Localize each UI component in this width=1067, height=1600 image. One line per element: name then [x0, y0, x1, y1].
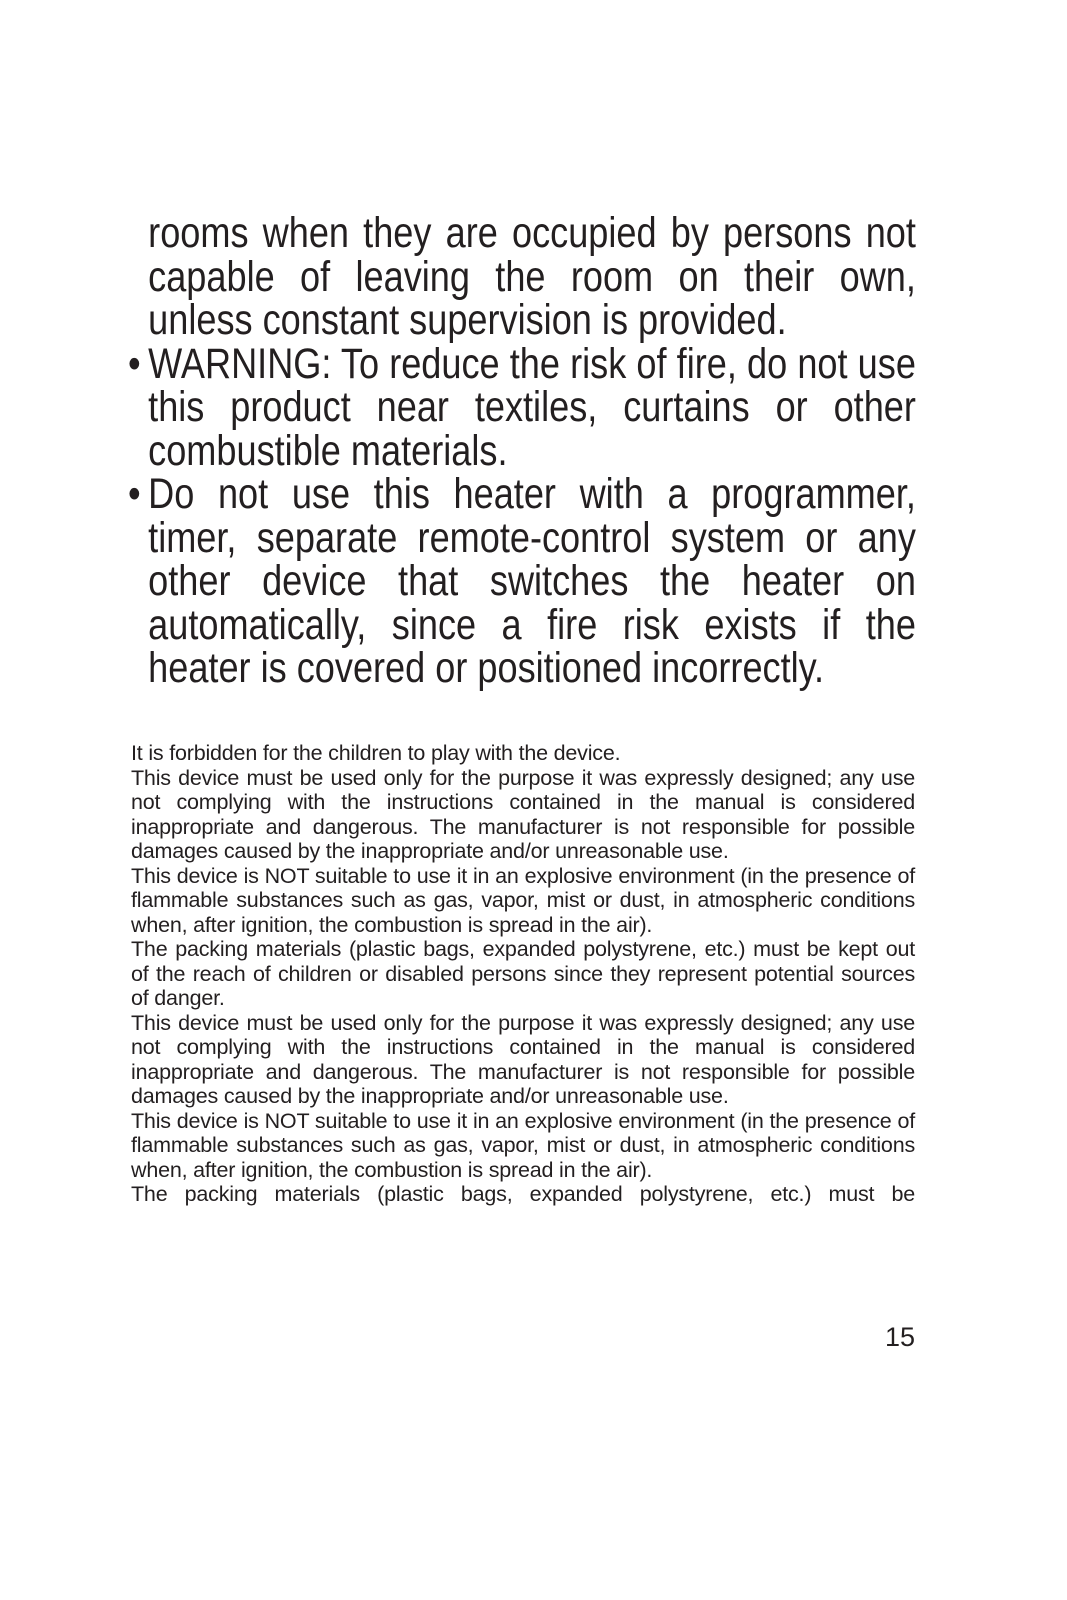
paragraph-explosive-environment-repeat: This device is NOT suitable to use it in an explosive environment (in the presence of flammable substances such as gas, vapor, mist or dust, in atmospheric conditions when, after ignition, the combustion is spread in the air).: [131, 1108, 915, 1182]
bullet-text: WARNING: To reduce the risk of fire, do not use this product near textiles, curtains or other combustible materials.: [148, 339, 916, 475]
bullet-item-fire-warning: [128, 339, 916, 475]
page-number: 15: [884, 1322, 915, 1352]
safety-instructions-small: [131, 741, 915, 1207]
safety-instructions-large: [128, 209, 916, 692]
continued-paragraph: rooms when they are occupied by persons not capable of leaving the room on their own, unless constant supervision is provided.: [148, 209, 916, 344]
paragraph-children: It is forbidden for the children to play with the device.: [131, 741, 621, 765]
paragraph-packing-materials: The packing materials (plastic bags, expanded polystyrene, etc.) must be kept out of the reach of children or disabled persons since they represent potential sources of danger.: [131, 937, 915, 1010]
paragraph-intended-use: This device must be used only for the purpose it was expressly designed; any use not complying with the instructions contained in the manual is considered inappropriate and dangerous. The manufacturer is not responsible for possible damages caused by the inappropriate and/or unreasonable use.: [131, 765, 915, 863]
bullet-text: Do not use this heater with a programmer, timer, separate remote-control system or any other device that switches the heater on automatically, since a fire risk exists if the heater is covered or positioned incorrectly.: [148, 470, 916, 692]
bullet-marker: •: [128, 339, 141, 388]
warning-bullet-list: [128, 339, 916, 692]
paragraph-intended-use-repeat: This device must be used only for the purpose it was expressly designed; any use not complying with the instructions contained in the manual is considered inappropriate and dangerous. The manufacturer is not responsible for possible damages caused by the inappropriate and/or unreasonable use.: [131, 1010, 915, 1108]
paragraph-explosive-environment: This device is NOT suitable to use it in an explosive environment (in the presence of flammable substances such as gas, vapor, mist or dust, in atmospheric conditions when, after ignition, the combustion is spread in the air).: [131, 863, 915, 937]
paragraph-packing-materials-partial: The packing materials (plastic bags, expanded polystyrene, etc.) must be: [131, 1182, 915, 1206]
bullet-item-programmer-warning: [128, 470, 916, 692]
bullet-marker: •: [128, 470, 141, 518]
